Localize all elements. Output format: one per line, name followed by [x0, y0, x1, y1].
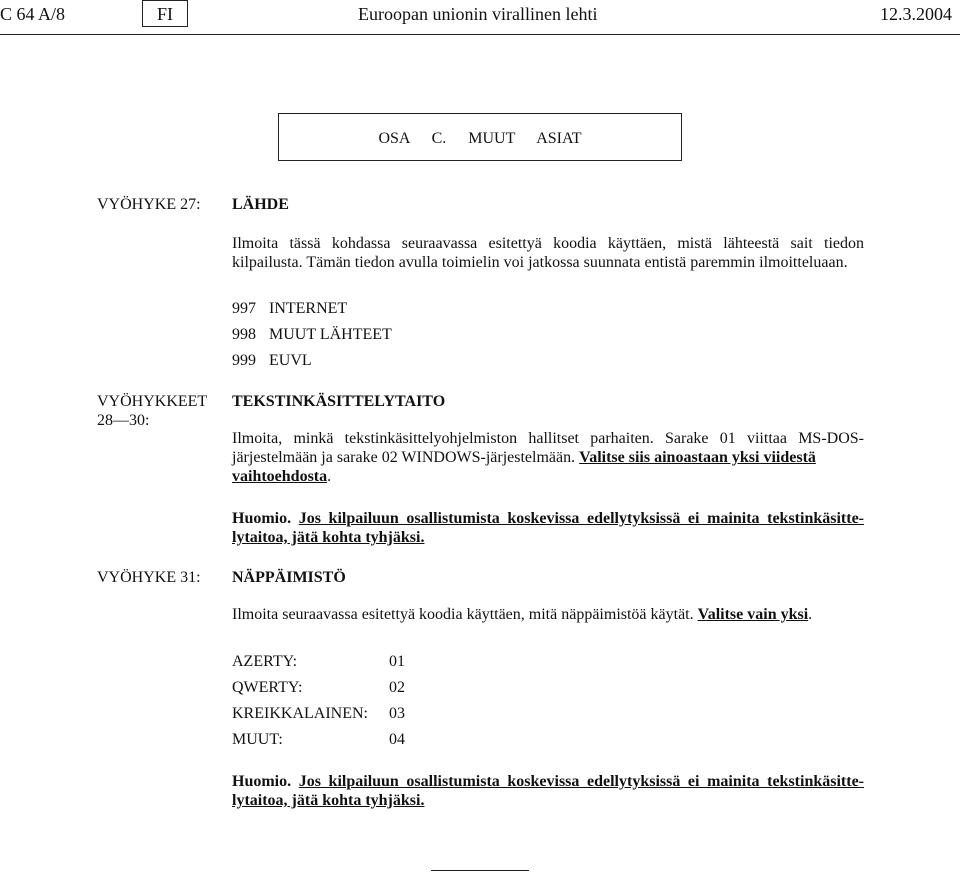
zone-28-30-label-line2: 28—30:	[97, 412, 150, 429]
code-number: 999	[232, 352, 256, 369]
text-fragment: .	[808, 606, 813, 623]
zone-28-30-heading: TEKSTINKÄSITTELYTAITO	[232, 393, 446, 410]
zone-31-note-line2	[232, 791, 424, 810]
footer-rule	[431, 870, 529, 871]
keyboard-code-greek: 03	[389, 705, 405, 722]
keyboard-code-other: 04	[389, 731, 405, 748]
zone-27-text-line1: Ilmoita tässä kohdassa seuraavassa esitettyä koodia käyttäen, mistä lähteestä sait tiedon	[232, 235, 864, 252]
text-fragment: Ilmoita seuraavassa esitettyä koodia käyttäen, mitä näppäimistöä käytät.	[232, 606, 694, 623]
emphasis-text: vaihtoehdosta	[232, 468, 328, 485]
note-text: Jos kilpailuun osallistumista koskevissa edellytyksissä ei mainita tekstinkäsitte-	[298, 773, 865, 790]
code-number: 997	[232, 300, 256, 317]
journal-title: Euroopan unionin virallinen lehti	[358, 4, 598, 24]
note-label: Huomio.	[232, 773, 292, 790]
zone-31-heading: NÄPPÄIMISTÖ	[232, 569, 346, 586]
code-number: 998	[232, 326, 256, 343]
zone-27-label: VYÖHYKE 27:	[97, 196, 201, 213]
source-code-998	[232, 326, 392, 344]
option-name: AZERTY:	[232, 653, 298, 670]
option-name: KREIKKALAINEN:	[232, 705, 368, 722]
section-title: MUUT ASIAT	[468, 130, 582, 147]
option-name: QWERTY:	[232, 679, 303, 696]
code-text: EUVL	[269, 352, 312, 369]
section-heading-box	[278, 113, 682, 161]
zone-28-30-note-line2	[232, 528, 424, 547]
text-fragment: järjestelmään ja sarake 02 WINDOWS-järjestelmään.	[232, 449, 576, 466]
keyboard-code-qwerty: 02	[389, 679, 405, 696]
zone-31-note-line1	[232, 772, 864, 791]
zone-28-30-text-line1: Ilmoita, minkä tekstinkäsittelyohjelmiston hallitset parhaiten. Sarake 01 viittaa MS-DOS-	[232, 430, 864, 447]
zone-31-label: VYÖHYKE 31:	[97, 569, 201, 586]
keyboard-option-qwerty	[232, 679, 302, 697]
zone-28-30-label-line1: VYÖHYKKEET	[97, 393, 208, 410]
text-fragment: .	[327, 468, 332, 485]
note-text: Jos kilpailuun osallistumista koskevissa edellytyksissä ei mainita tekstinkäsitte-	[298, 510, 865, 527]
zone-27-text-line2: kilpailusta. Tämän tiedon avulla toimielin voi jatkossa suunnata entistä paremmin ilmoitteluaan.	[232, 254, 848, 271]
code-text: INTERNET	[269, 300, 348, 317]
emphasis-text: Valitse vain yksi	[697, 606, 809, 623]
note-label: Huomio.	[232, 510, 292, 527]
keyboard-option-other	[232, 731, 283, 749]
doc-reference: C 64 A/8	[0, 4, 66, 24]
keyboard-code-azerty: 01	[389, 653, 405, 670]
keyboard-option-azerty	[232, 653, 297, 671]
note-text: lytaitoa, jätä kohta tyhjäksi.	[232, 792, 425, 809]
zone-28-30-text-line2	[232, 448, 864, 467]
source-code-999	[232, 352, 312, 370]
code-text: MUUT LÄHTEET	[269, 326, 392, 343]
zone-28-30-text-line3	[232, 467, 331, 486]
emphasis-text: Valitse siis ainoastaan yksi viidestä	[579, 449, 816, 466]
note-text: lytaitoa, jätä kohta tyhjäksi.	[232, 529, 425, 546]
source-code-997	[232, 300, 347, 318]
zone-28-30-note-line1	[232, 509, 864, 528]
zone-27-heading: LÄHDE	[232, 196, 289, 213]
language-code-box: FI	[142, 0, 188, 27]
publication-date: 12.3.2004	[880, 4, 952, 24]
section-label: OSA C.	[378, 130, 447, 147]
option-name: MUUT:	[232, 731, 283, 748]
header-rule	[0, 34, 960, 35]
zone-31-text-line1	[232, 605, 812, 624]
keyboard-option-greek	[232, 705, 368, 723]
